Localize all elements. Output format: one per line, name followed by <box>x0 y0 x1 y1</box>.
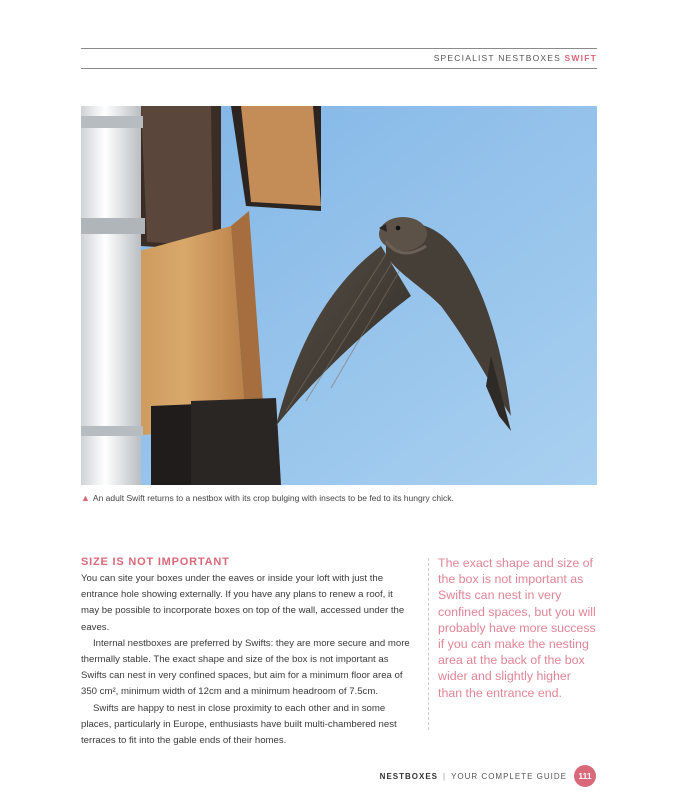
paragraph-1: You can site your boxes under the eaves or inside your loft with just the entrance hole showing externally. If you have any plans to renew a roof, it may be possible to incorporate boxes on top of the wall, accessed under the eaves. <box>81 573 405 633</box>
swift-photo <box>81 106 597 485</box>
header-topic: SWIFT <box>564 53 597 63</box>
header-rule-bottom <box>81 68 597 69</box>
header-rule-top <box>81 48 597 49</box>
header-section: SPECIALIST NESTBOXES <box>433 53 561 63</box>
pull-quote: The exact shape and size of the box is not important as Swifts can nest in very confined spaces, but you will probably have more success if you can make the nesting area at the back of the box wider and slightly higher than the entrance end. <box>438 556 596 700</box>
page-footer <box>380 765 596 787</box>
footer-brand: NESTBOXES <box>379 771 439 781</box>
footer-subtitle: YOUR COMPLETE GUIDE <box>451 771 567 781</box>
footer-separator: | <box>443 771 447 781</box>
section-heading: SIZE IS NOT IMPORTANT <box>81 556 230 568</box>
paragraph-3: Swifts are happy to nest in close proximity to each other and in some places, particularly in Europe, enthusiasts have built multi-chambered nest terraces to fit into the gable ends of their homes. <box>81 702 397 747</box>
article-body <box>81 571 411 749</box>
running-header <box>434 53 597 63</box>
photo-caption <box>81 493 597 503</box>
pull-quote-divider <box>428 558 429 730</box>
paragraph-2: Internal nestboxes are preferred by Swifts: they are more secure and more thermally stable. The exact shape and size of the box is not important as Swifts can nest in very confined spaces, but aim for a minimum floor area of 350 cm², minimum width of 12cm and a minimum headroom of 7.5cm. <box>81 637 410 698</box>
caption-text: An adult Swift returns to a nestbox with its crop bulging with insects to be fed to its hungry chick. <box>92 493 454 503</box>
page-number-badge: 111 <box>574 765 596 787</box>
caption-marker-icon: ▲ <box>81 493 90 503</box>
